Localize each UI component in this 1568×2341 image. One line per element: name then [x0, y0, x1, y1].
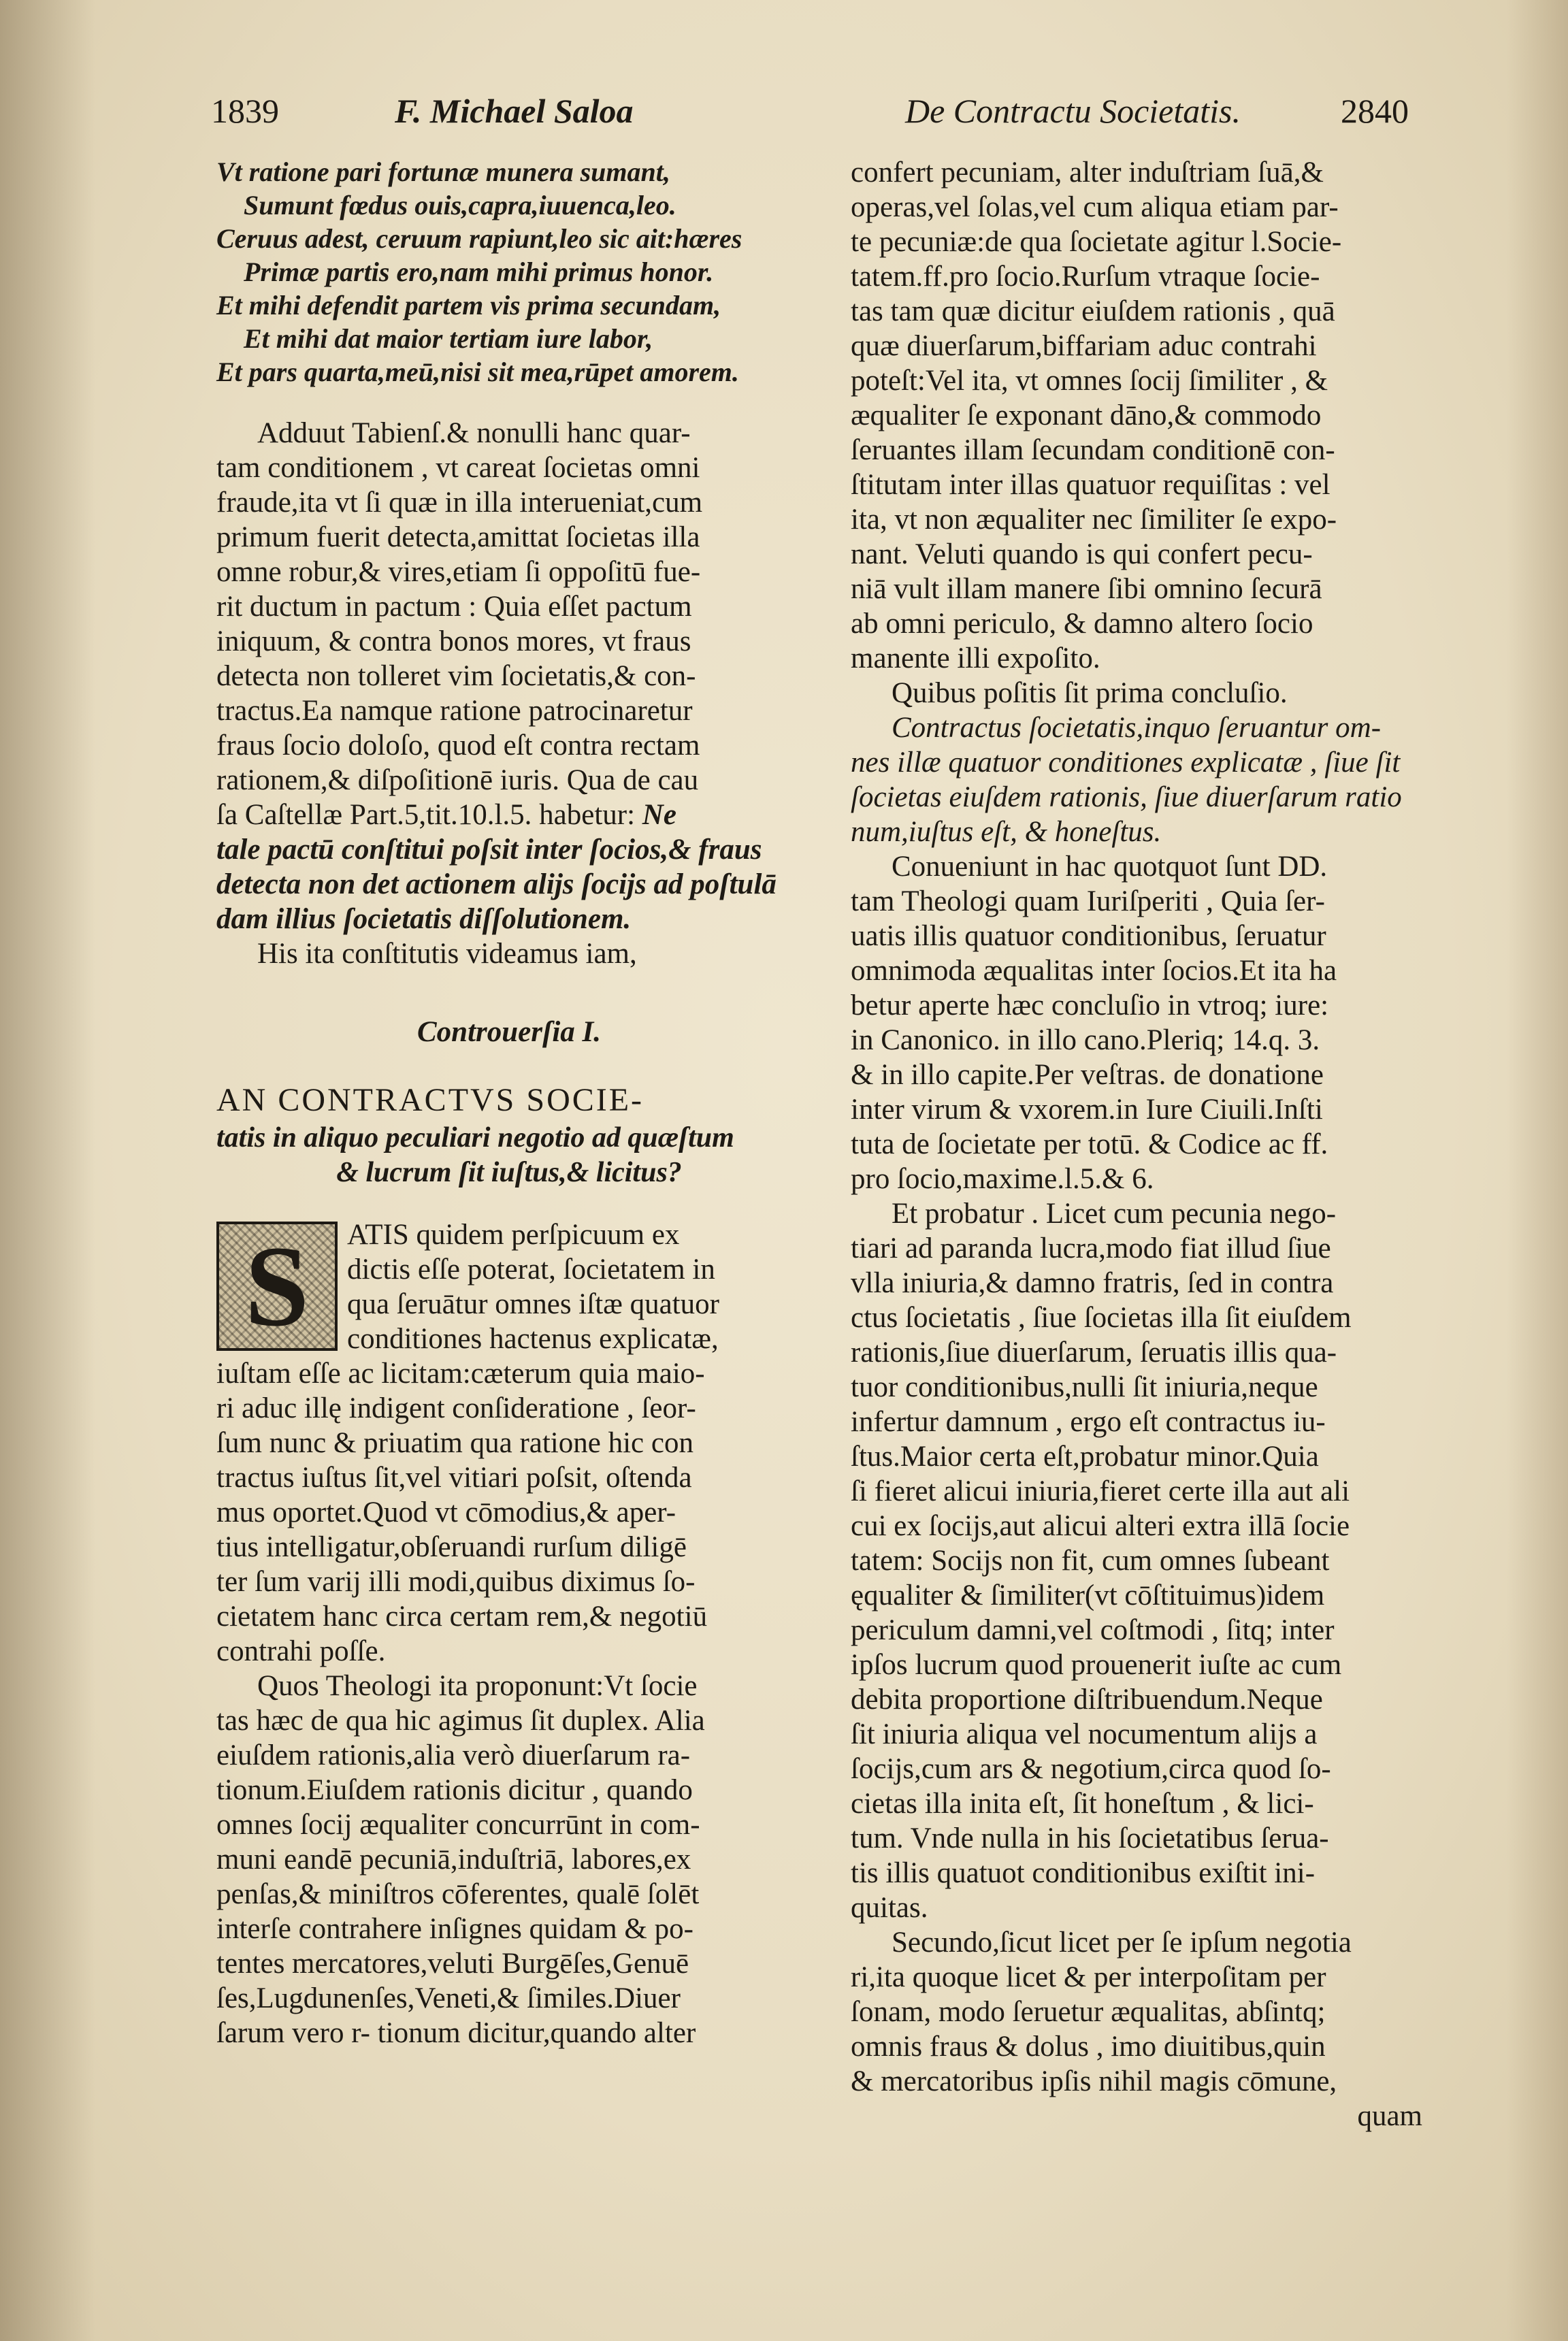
- left-column: [216, 155, 802, 2050]
- text-line: tractus iuſtus ſit,vel vitiari poſsit, oſtenda: [216, 1462, 692, 1494]
- text-line: rationis,ſiue diuerſarum, ſeruatis illis qua-: [851, 1337, 1337, 1369]
- verse-line: Et mihi dat maior tertiam iure labor,: [244, 323, 653, 354]
- text-line: ab omni periculo, & damno altero ſocio: [851, 608, 1313, 640]
- page-edge-shadow: [1507, 0, 1568, 2341]
- text-line: ſes,Lugdunenſes,Veneti,& ſimiles.Diuer: [216, 1982, 681, 2014]
- text-line: fraus ſocio doloſo, quod eſt contra rectam: [216, 730, 700, 762]
- text-line: tionum.Eiuſdem rationis dicitur , quando: [216, 1774, 693, 1806]
- text-line: ita, vt non æqualiter nec ſimiliter ſe expo-: [851, 504, 1337, 536]
- text-line: vlla iniuria,& damno fratris, ſed in contra: [851, 1267, 1334, 1299]
- running-header: [211, 87, 1409, 135]
- verse-line: Sumunt fœdus ouis,capra,iuuenca,leo.: [244, 190, 676, 220]
- text-line: tiari ad paranda lucra,modo fiat illud ſiue: [851, 1232, 1331, 1264]
- text-line: ſtitutam inter illas quatuor requiſitas : vel: [851, 469, 1330, 501]
- text-line: quitas.: [851, 1892, 928, 1924]
- verse-line: Et pars quarta,meū,nisi sit mea,rūpet amorem.: [216, 357, 739, 387]
- text-line: tum. Vnde nulla in his ſocietatibus ſerua-: [851, 1822, 1329, 1854]
- text-line: penſas,& miniſtros cōferentes, qualē ſolēt: [216, 1878, 700, 1910]
- text-line: tas tam quæ dicitur eiuſdem rationis , quā: [851, 295, 1335, 327]
- quote-line: detecta non det actionem alijs ſocijs ad poſtulā: [216, 868, 777, 900]
- text-line: ri,ita quoque licet & per interpoſitam per: [851, 1961, 1326, 1993]
- text-line: detecta non tolleret vim ſocietatis,& con-: [216, 660, 696, 692]
- text-line: tentes mercatores,veluti Burgēſes,Genuē: [216, 1948, 689, 1980]
- text-line: tam conditionem , vt careat ſocietas omni: [216, 452, 700, 484]
- paragraph: [216, 1669, 802, 2050]
- text-line: ſeruantes illam ſecundam conditionē con-: [851, 434, 1335, 466]
- text-line: tatem.ff.pro ſocio.Rurſum vtraque ſocie-: [851, 261, 1320, 293]
- gutter-shadow: [0, 0, 95, 2341]
- text-line: pro ſocio,maxime.l.5.& 6.: [851, 1163, 1154, 1195]
- text-line: contrahi poſſe.: [216, 1635, 386, 1667]
- text-line: ſit iniuria aliqua vel nocumentum alijs a: [851, 1718, 1318, 1750]
- text-line: Adduut Tabienſ.& nonulli hanc quar-: [257, 417, 691, 449]
- text-line: operas,vel ſolas,vel cum aliqua etiam par-: [851, 191, 1339, 223]
- text-line: ri aduc illę indigent conſideratione , ſeor-: [216, 1392, 696, 1424]
- question-subheading: tatis in aliquo peculiari negotio ad quæſtum: [216, 1122, 734, 1153]
- verse-line: Et mihi defendit partem vis prima secundam,: [216, 290, 721, 321]
- catchword: quam: [1357, 2100, 1422, 2132]
- text-line: tractus.Ea namque ratione patrocinaretur: [216, 695, 693, 727]
- paragraph: [851, 1925, 1422, 2099]
- text-line: Quibus poſitis ſit prima concluſio.: [892, 677, 1288, 709]
- text-line: Conueniunt in hac quotquot ſunt DD.: [892, 851, 1328, 883]
- text-line: omnis fraus & dolus , imo diuitibus,quin: [851, 2031, 1326, 2063]
- text-line: ſi fieret alicui iniuria,fieret certe illa aut ali: [851, 1475, 1350, 1507]
- conclusion-block: [851, 710, 1422, 849]
- text-line: conditiones hactenus explicatæ,: [347, 1323, 719, 1355]
- text-line: eiuſdem rationis,alia verò diuerſarum ra-: [216, 1739, 691, 1771]
- text-line: manente illi expoſito.: [851, 642, 1100, 674]
- paragraph: [851, 849, 1422, 1196]
- text-span: ſa Caſtellæ Part.5,tit.10.l.5. habetur:: [216, 799, 636, 831]
- text-line: ſtus.Maior certa eſt,probatur minor.Quia: [851, 1441, 1319, 1473]
- conclusion-line: ſocietas eiuſdem rationis, ſiue diuerſarum ratio: [851, 781, 1402, 813]
- right-column: [851, 155, 1422, 2133]
- text-line: ſum nunc & priuatim qua ratione hic con: [216, 1427, 693, 1459]
- text-line: iuſtam eſſe ac licitam:cæterum quia maio-: [216, 1358, 705, 1390]
- verse-line: Primæ partis ero,nam mihi primus honor.: [244, 257, 714, 287]
- paragraph: [851, 155, 1422, 676]
- text-line: tatem: Socijs non fit, cum omnes ſubeant: [851, 1545, 1330, 1577]
- text-line: fraude,ita vt ſi quæ in illa interueniat,cum: [216, 487, 703, 519]
- text-line: ſarum vero r- tionum dicitur,quando alter: [216, 2017, 696, 2049]
- text-line: betur aperte hæc concluſio in vtroq; iure:: [851, 989, 1329, 1021]
- text-line: tis illis quatuot conditionibus exiſtit ini-: [851, 1857, 1316, 1889]
- paragraph: [216, 416, 802, 971]
- text-line: omnimoda æqualitas inter ſocios.Et ita ha: [851, 955, 1337, 987]
- text-line: te pecuniæ:de qua ſocietate agitur l.Socie-: [851, 226, 1342, 258]
- text-line: ſocijs,cum ars & negotium,circa quod ſo-: [851, 1753, 1331, 1785]
- text-line: ęqualiter & ſimiliter(vt cōſtituimus)idem: [851, 1579, 1325, 1611]
- text-line: rationem,& diſpoſitionē iuris. Qua de cau: [216, 764, 699, 796]
- text-line: omne robur,& vires,etiam ſi oppoſitū fue-: [216, 556, 701, 588]
- text-line: Secundo,ſicut licet per ſe ipſum negotia: [892, 1927, 1352, 1959]
- text-line: qua ſeruātur omnes iſtæ quatuor: [347, 1288, 719, 1320]
- text-line: & mercatoribus ipſis nihil magis cōmune,: [851, 2065, 1337, 2097]
- question-heading: AN CONTRACTVS SOCIE-: [216, 1082, 644, 1118]
- conclusion-line: nes illæ quatuor conditiones explicatæ , ſiue ſit: [851, 747, 1401, 779]
- text-line: tius intelligatur,obſeruandi rurſum diligē: [216, 1531, 687, 1563]
- quote-start: Ne: [642, 799, 676, 831]
- text-line: [216, 798, 802, 832]
- text-line: tam Theologi quam Iuriſperiti , Quia ſer-: [851, 885, 1325, 917]
- text-line: ctus ſocietatis , ſiue ſocietas illa ſit eiuſdem: [851, 1302, 1352, 1334]
- question-subheading: & lucrum ſit iuſtus,& licitus?: [336, 1157, 682, 1188]
- text-line: mus oportet.Quod vt cōmodius,& aper-: [216, 1496, 676, 1528]
- text-line: confert pecuniam, alter induſtriam ſuā,&: [851, 157, 1324, 189]
- verse-block: [216, 155, 802, 389]
- text-line: æqualiter ſe exponant dāno,& commodo: [851, 399, 1322, 431]
- text-line: His ita conſtitutis videamus iam,: [257, 938, 637, 970]
- conclusion-line: Contractus ſocietatis,inquo ſeruantur om-: [892, 712, 1382, 744]
- text-line: iniquum, & contra bonos mores, vt fraus: [216, 625, 691, 657]
- text-line: interſe contrahere inſignes quidam & po-: [216, 1913, 693, 1945]
- running-head-title: De Contractu Societatis.: [905, 92, 1241, 130]
- text-line: Et probatur . Licet cum pecunia nego-: [892, 1198, 1337, 1230]
- text-line: uatis illis quatuor conditionibus, ſeruatur: [851, 920, 1326, 952]
- text-line: ſonam, modo ſeruetur æqualitas, abſintq;: [851, 1996, 1326, 2028]
- quote-line: dam illius ſocietatis diſſolutionem.: [216, 903, 632, 935]
- text-line: cui ex ſocijs,aut alicui alteri extra illā ſocie: [851, 1510, 1350, 1542]
- text-line: infertur damnum , ergo eſt contractus iu-: [851, 1406, 1326, 1438]
- quote-line: tale pactū conſtitui poſsit inter ſocios,& fraus: [216, 834, 762, 866]
- decorated-initial: S: [216, 1222, 338, 1351]
- text-line: dictis eſſe poterat, ſocietatem in: [347, 1254, 715, 1286]
- text-line: tuta de ſocietate per totū. & Codice ac ff.: [851, 1128, 1328, 1160]
- page-number-right: 2840: [1341, 92, 1409, 130]
- text-line: nant. Veluti quando is qui confert pecu-: [851, 538, 1313, 570]
- text-line: cietatem hanc circa certam rem,& negotiū: [216, 1601, 708, 1633]
- text-line: muni eandē pecuniā,induſtriā, labores,ex: [216, 1844, 691, 1876]
- text-line: poteſt:Vel ita, vt omnes ſocij ſimiliter , &: [851, 365, 1328, 397]
- text-line: ipſos lucrum quod prouenerit iuſte ac cum: [851, 1649, 1342, 1681]
- text-line: & in illo capite.Per veſtras. de donatione: [851, 1059, 1324, 1091]
- text-line: primum fuerit detecta,amittat ſocietas illa: [216, 521, 700, 553]
- text-line: omnes ſocij æqualiter concurrūnt in com-: [216, 1809, 700, 1841]
- paragraph: [216, 1356, 802, 1669]
- text-line: ATIS quidem perſpicuum ex: [347, 1219, 680, 1251]
- verse-line: Vt ratione pari fortunæ munera sumant,: [216, 157, 670, 187]
- text-line: periculum damni,vel coſtmodi , ſitq; inter: [851, 1614, 1335, 1646]
- text-line: in Canonico. in illo cano.Pleriq; 14.q. 3.: [851, 1024, 1320, 1056]
- text-line: Quos Theologi ita proponunt:Vt ſocie: [257, 1670, 698, 1702]
- paragraph: [851, 1196, 1422, 1925]
- verse-line: Ceruus adest, ceruum rapiunt,leo sic ait:hæres: [216, 223, 742, 254]
- text-line: inter virum & vxorem.in Iure Ciuili.Inſti: [851, 1094, 1323, 1126]
- text-line: niā vult illam manere ſibi omnino ſecurā: [851, 573, 1322, 605]
- page-number-left: 1839: [211, 92, 279, 130]
- text-line: debita proportione diſtribuendum.Neque: [851, 1684, 1323, 1716]
- text-line: rit ductum in pactum : Quia eſſet pactum: [216, 591, 692, 623]
- running-head-author: F. Michael Saloa: [395, 92, 634, 130]
- dropcap-paragraph: [216, 1217, 802, 1356]
- text-line: tuor conditionibus,nulli ſit iniuria,neque: [851, 1371, 1318, 1403]
- controversy-heading: Controuerſia I.: [416, 1016, 601, 1048]
- text-line: ter ſum varij illi modi,quibus diximus ſo-: [216, 1566, 696, 1598]
- text-line: tas hæc de qua hic agimus ſit duplex. Alia: [216, 1705, 705, 1737]
- text-line: cietas illa inita eſt, ſit honeſtum , & lici-: [851, 1788, 1314, 1820]
- conclusion-line: num,iuſtus eſt, & honeſtus.: [851, 816, 1162, 848]
- text-line: quæ diuerſarum,biffariam aduc contrahi: [851, 330, 1317, 362]
